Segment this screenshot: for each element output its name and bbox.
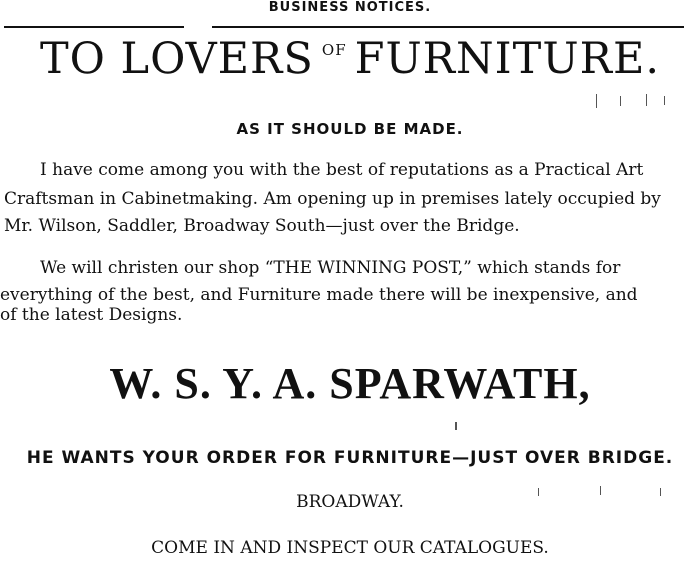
paragraph2-line2: everything of the best, and Furniture made there will be inexpensive, and — [0, 285, 638, 305]
print-speck — [646, 94, 647, 106]
print-speck — [660, 488, 661, 496]
paragraph2-line3: of the latest Designs. — [0, 305, 183, 325]
location: BROADWAY. — [296, 492, 404, 512]
header-rule-left — [4, 26, 184, 28]
print-speck — [455, 422, 457, 430]
print-speck — [600, 486, 601, 495]
headline-part1: TO LOVERS — [39, 34, 314, 84]
paragraph1-line2: Craftsman in Cabinetmaking. Am opening up in premises lately occupied by — [4, 189, 661, 209]
invitation: COME IN AND INSPECT OUR CATALOGUES. — [151, 538, 549, 558]
subheading: AS IT SHOULD BE MADE. — [236, 120, 464, 138]
advertiser-name: W. S. Y. A. SPARWATH, — [109, 359, 591, 408]
print-speck — [620, 96, 621, 106]
headline-part2: FURNITURE. — [354, 34, 661, 84]
headline-of: OF — [321, 41, 347, 59]
tagline: HE WANTS YOUR ORDER FOR FURNITURE—JUST OVER BRIDGE. — [26, 448, 674, 468]
paragraph2-line1: We will christen our shop “THE WINNING POST,” which stands for — [40, 258, 621, 278]
header-rule-right — [212, 26, 684, 28]
section-heading: BUSINESS NOTICES. — [268, 0, 432, 15]
print-speck — [596, 94, 597, 108]
print-speck — [664, 96, 665, 105]
paragraph1-line1: I have come among you with the best of reputations as a Practical Art — [40, 160, 644, 180]
print-speck — [538, 488, 539, 496]
paragraph1-line3: Mr. Wilson, Saddler, Broadway South—just over the Bridge. — [4, 216, 520, 236]
headline — [0, 34, 700, 84]
